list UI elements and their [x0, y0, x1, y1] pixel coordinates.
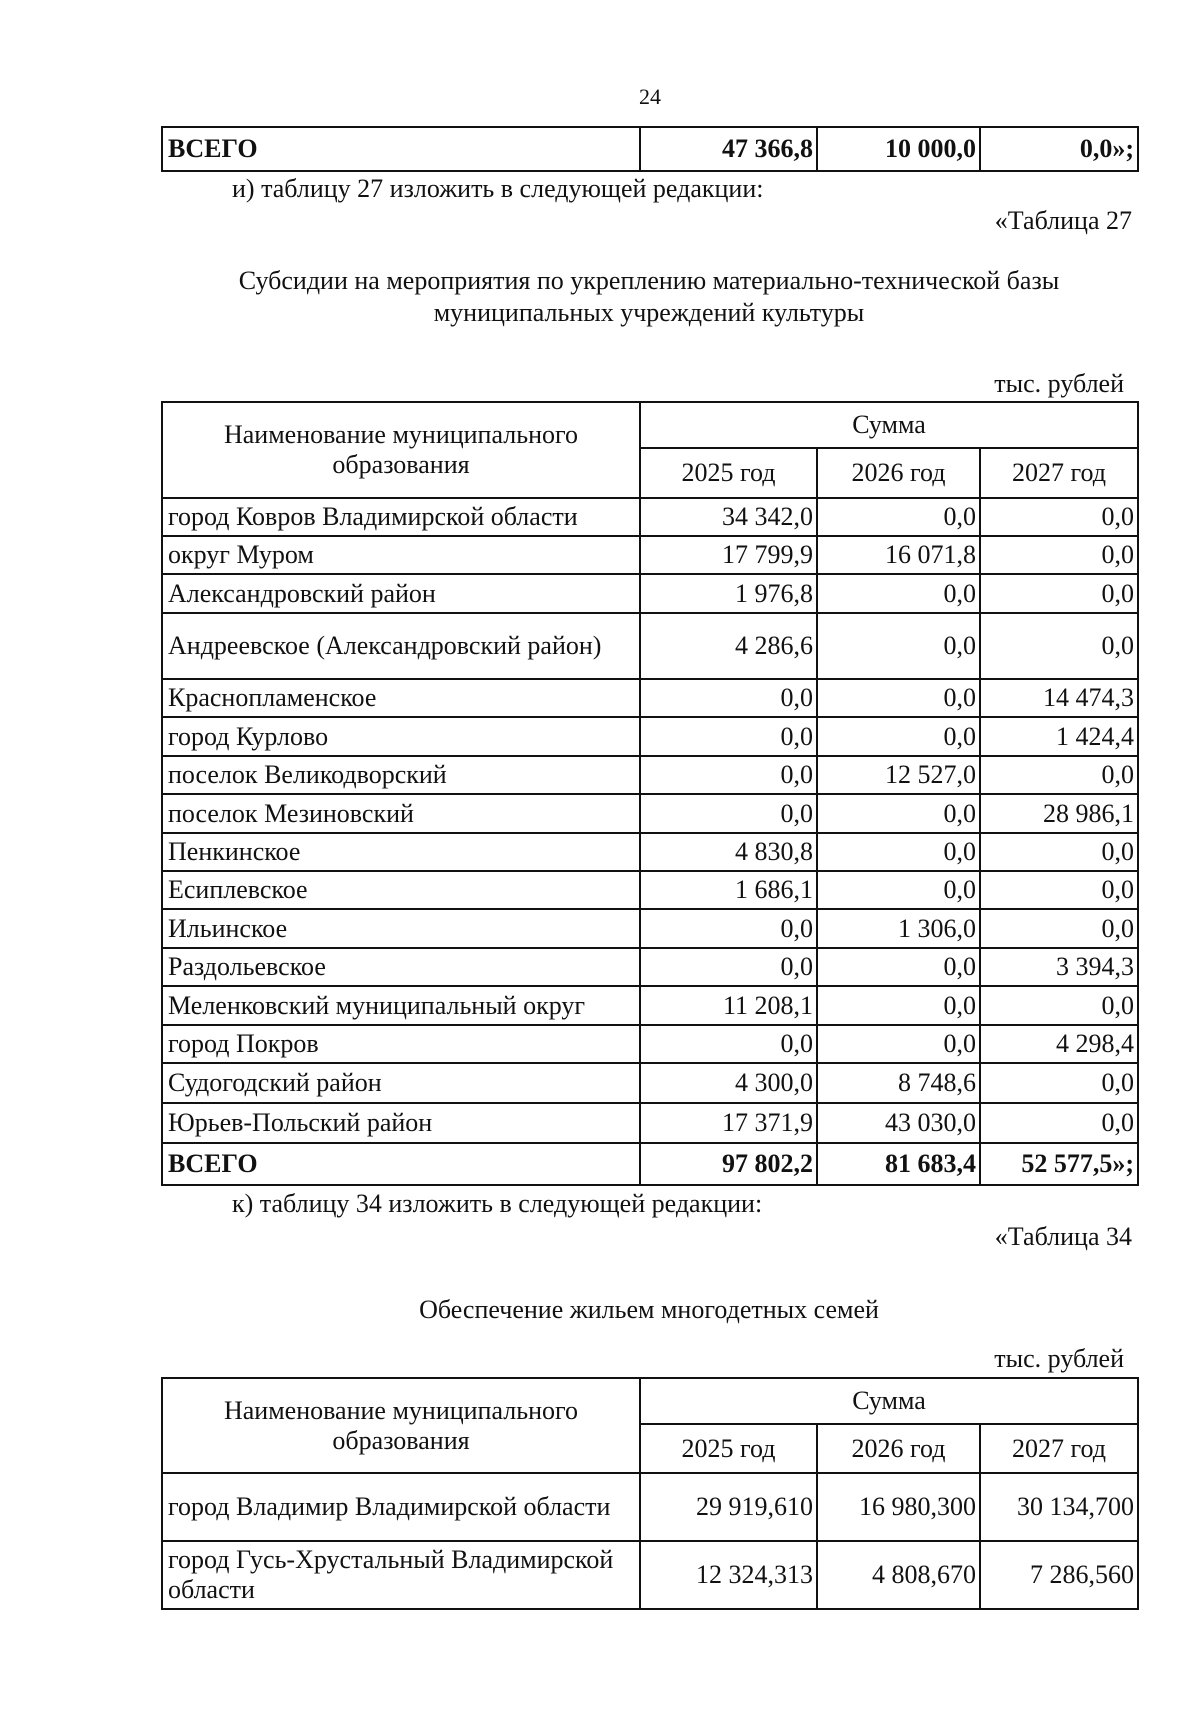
- row-name: Меленковский муниципальный округ: [162, 986, 640, 1025]
- total-2027: 52 577,5»;: [980, 1143, 1138, 1185]
- header-name: Наименование муниципального образования: [162, 402, 640, 498]
- row-name: город Гусь-Хрустальный Владимирской области: [162, 1541, 640, 1609]
- table-row: [162, 127, 1138, 171]
- row-name: Раздольевское: [162, 948, 640, 986]
- value-2027: 0,0: [980, 986, 1138, 1025]
- row-name: Пенкинское: [162, 833, 640, 871]
- table34-unit: тыс. рублей: [994, 1344, 1124, 1373]
- table-row: [162, 613, 1138, 679]
- value-2025: 0,0: [640, 948, 817, 986]
- table27: [161, 401, 1139, 1186]
- total-2026: 10 000,0: [817, 127, 980, 171]
- table-row: [162, 948, 1138, 986]
- table-row: [162, 1063, 1138, 1103]
- table-row: [162, 756, 1138, 794]
- value-2026: 0,0: [817, 613, 980, 679]
- value-2026: 1 306,0: [817, 909, 980, 948]
- header-year-2026: 2026 год: [817, 448, 980, 498]
- value-2025: 0,0: [640, 717, 817, 756]
- table34-title: Обеспечение жильем многодетных семей: [419, 1295, 879, 1324]
- value-2026: 0,0: [817, 717, 980, 756]
- header-year-2025: 2025 год: [640, 448, 817, 498]
- table-header-row: [162, 402, 1138, 448]
- header-name: Наименование муниципального образования: [162, 1378, 640, 1473]
- value-2025: 17 371,9: [640, 1103, 817, 1143]
- row-name: Есиплевское: [162, 871, 640, 909]
- table27-title-line1: Субсидии на мероприятия по укреплению материально-технической базы: [238, 266, 1060, 295]
- value-2025: 17 799,9: [640, 536, 817, 574]
- value-2025: 4 300,0: [640, 1063, 817, 1103]
- value-2027: 0,0: [980, 833, 1138, 871]
- paragraph-k: к) таблицу 34 изложить в следующей редакции:: [232, 1189, 763, 1218]
- value-2026: 43 030,0: [817, 1103, 980, 1143]
- value-2026: 0,0: [817, 948, 980, 986]
- value-2027: 28 986,1: [980, 794, 1138, 833]
- value-2025: 1 976,8: [640, 574, 817, 613]
- value-2025: 0,0: [640, 679, 817, 717]
- row-name: Андреевское (Александровский район): [162, 613, 640, 679]
- value-2026: 0,0: [817, 574, 980, 613]
- table-row: [162, 717, 1138, 756]
- value-2026: 0,0: [817, 794, 980, 833]
- value-2027: 0,0: [980, 536, 1138, 574]
- table-row: [162, 498, 1138, 536]
- value-2027: 30 134,700: [980, 1473, 1138, 1541]
- total-2025: 97 802,2: [640, 1143, 817, 1185]
- header-sum: Сумма: [640, 402, 1138, 448]
- value-2027: 0,0: [980, 871, 1138, 909]
- row-name: поселок Мезиновский: [162, 794, 640, 833]
- value-2027: 7 286,560: [980, 1541, 1138, 1609]
- table-row: [162, 536, 1138, 574]
- value-2026: 0,0: [817, 1025, 980, 1063]
- row-name: город Курлово: [162, 717, 640, 756]
- total-2027: 0,0»;: [980, 127, 1138, 171]
- value-2025: 29 919,610: [640, 1473, 817, 1541]
- table-row: [162, 574, 1138, 613]
- total-row: [162, 1143, 1138, 1185]
- value-2027: 0,0: [980, 909, 1138, 948]
- value-2027: 0,0: [980, 498, 1138, 536]
- table34-caption: «Таблица 34: [994, 1222, 1132, 1251]
- table-header-row: [162, 1378, 1138, 1424]
- total-2026: 81 683,4: [817, 1143, 980, 1185]
- value-2025: 4 830,8: [640, 833, 817, 871]
- row-name: Ильинское: [162, 909, 640, 948]
- value-2027: 3 394,3: [980, 948, 1138, 986]
- value-2025: 11 208,1: [640, 986, 817, 1025]
- table-row: [162, 1025, 1138, 1063]
- table-row: [162, 1103, 1138, 1143]
- value-2027: 1 424,4: [980, 717, 1138, 756]
- value-2025: 4 286,6: [640, 613, 817, 679]
- total-2025: 47 366,8: [640, 127, 817, 171]
- row-name: Александровский район: [162, 574, 640, 613]
- value-2026: 4 808,670: [817, 1541, 980, 1609]
- table-row: [162, 871, 1138, 909]
- row-name: город Покров: [162, 1025, 640, 1063]
- value-2026: 16 980,300: [817, 1473, 980, 1541]
- value-2026: 16 071,8: [817, 536, 980, 574]
- value-2026: 0,0: [817, 498, 980, 536]
- table34: [161, 1377, 1139, 1610]
- table-row: [162, 986, 1138, 1025]
- header-year-2027: 2027 год: [980, 1424, 1138, 1473]
- value-2027: 0,0: [980, 756, 1138, 794]
- paragraph-i: и) таблицу 27 изложить в следующей редакции:: [232, 174, 764, 203]
- value-2027: 0,0: [980, 1103, 1138, 1143]
- total-label: ВСЕГО: [162, 127, 640, 171]
- row-name: поселок Великодворский: [162, 756, 640, 794]
- value-2026: 0,0: [817, 871, 980, 909]
- value-2027: 14 474,3: [980, 679, 1138, 717]
- row-name: город Владимир Владимирской области: [162, 1473, 640, 1541]
- value-2026: 0,0: [817, 679, 980, 717]
- row-name: Судогодский район: [162, 1063, 640, 1103]
- value-2025: 34 342,0: [640, 498, 817, 536]
- value-2027: 0,0: [980, 1063, 1138, 1103]
- total-label: ВСЕГО: [162, 1143, 640, 1185]
- table-row: [162, 1473, 1138, 1541]
- table-row: [162, 679, 1138, 717]
- value-2025: 0,0: [640, 756, 817, 794]
- table-row: [162, 1541, 1138, 1609]
- header-year-2027: 2027 год: [980, 448, 1138, 498]
- value-2025: 0,0: [640, 794, 817, 833]
- row-name: Краснопламенское: [162, 679, 640, 717]
- table27-unit: тыс. рублей: [994, 369, 1124, 398]
- header-year-2025: 2025 год: [640, 1424, 817, 1473]
- value-2025: 12 324,313: [640, 1541, 817, 1609]
- row-name: Юрьев-Польский район: [162, 1103, 640, 1143]
- row-name: округ Муром: [162, 536, 640, 574]
- value-2025: 0,0: [640, 1025, 817, 1063]
- page-number: 24: [639, 84, 661, 109]
- header-sum: Сумма: [640, 1378, 1138, 1424]
- value-2026: 0,0: [817, 986, 980, 1025]
- header-year-2026: 2026 год: [817, 1424, 980, 1473]
- value-2027: 0,0: [980, 613, 1138, 679]
- table-row: [162, 833, 1138, 871]
- previous-table-total: [161, 126, 1139, 172]
- value-2026: 12 527,0: [817, 756, 980, 794]
- value-2025: 1 686,1: [640, 871, 817, 909]
- value-2025: 0,0: [640, 909, 817, 948]
- table27-caption: «Таблица 27: [994, 206, 1132, 235]
- value-2026: 0,0: [817, 833, 980, 871]
- table27-title-line2: муниципальных учреждений культуры: [433, 298, 865, 327]
- value-2027: 0,0: [980, 574, 1138, 613]
- table-row: [162, 794, 1138, 833]
- table-row: [162, 909, 1138, 948]
- row-name: город Ковров Владимирской области: [162, 498, 640, 536]
- value-2027: 4 298,4: [980, 1025, 1138, 1063]
- value-2026: 8 748,6: [817, 1063, 980, 1103]
